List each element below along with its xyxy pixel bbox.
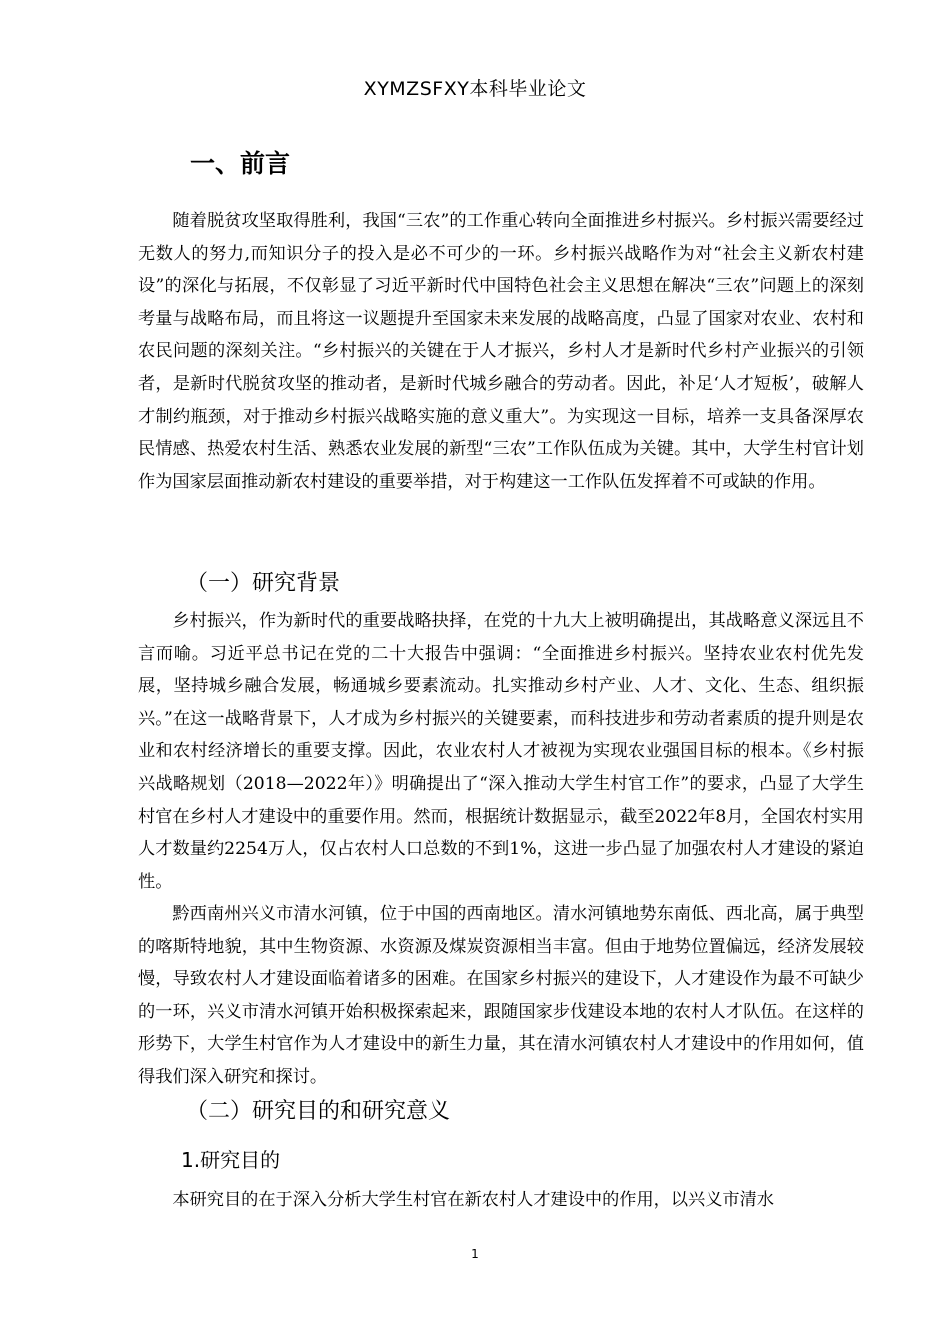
page-header-title: XYMZSFXY本科毕业论文 <box>363 78 587 100</box>
background-paragraph-2: 黔西南州兴义市清水河镇，位于中国的西南地区。清水河镇地势东南低、西北高，属于典型的喀斯特地貌，其中生物资源、水资源及煤炭资源相当丰富。但由于地势位置偏远，经济发展较慢，导致农村人才建设面临着诸多的困难。在国家乡村振兴的建设下，人才建设作为最不可缺少的一环，兴义市清水河镇开始积极探索起来，跟随国家步伐建设本地的农村人才队伍。在这样的形势下，大学生村官作为人才建设中的新生力量，其在清水河镇农村人才建设中的作用如何，值得我们深入研究和探讨。 <box>138 904 864 1087</box>
purpose-paragraph: 本研究目的在于深入分析大学生村官在新农村人才建设中的作用，以兴义市清水 <box>172 1190 774 1210</box>
background-paragraph-1: 乡村振兴，作为新时代的重要战略抉择，在党的十九大上被明确提出，其战略意义深远且不言而喻。习近平总书记在党的二十大报告中强调：“全面推进乡村振兴。坚持农业农村优先发展，坚持城乡融合发展，畅通城乡要素流动。扎实推动乡村产业、人才、文化、生态、组织振兴。”在这一战略背景下，人才成为乡村振兴的关键要素，而科技进步和劳动者素质的提升则是农业和农村经济增长的重要支撑。因此，农业农村人才被视为实现农业强国目标的根本。《乡村振兴战略规划（2018—2022年）》明确提出了“深入推动大学生村官工作”的要求，凸显了大学生村官在乡村人才建设中的重要作用。然而，根据统计数据显示，截至2022年8月，全国农村实用人才数量约2254万人，仅占农村人口总数的不到1%，这进一步凸显了加强农村人才建设的紧迫性。 <box>138 611 864 892</box>
section-heading-purpose-significance: （二）研究目的和研究意义 <box>186 1099 451 1124</box>
section-heading-preface: 一、前言 <box>190 149 291 178</box>
section-heading-research-background: （一）研究背景 <box>186 571 341 596</box>
subsection-heading-research-purpose: 1.研究目的 <box>181 1148 281 1172</box>
page-number: 1 <box>471 1247 479 1261</box>
preface-paragraph: 随着脱贫攻坚取得胜利，我国“三农”的工作重心转向全面推进乡村振兴。乡村振兴需要经过无数人的努力,而知识分子的投入是必不可少的一环。乡村振兴战略作为对“社会主义新农村建设”的深化与拓展，不仅彰显了习近平新时代中国特色社会主义思想在解决“三农”问题上的深刻考量与战略布局，而且将这一议题提升至国家未来发展的战略高度，凸显了国家对农业、农村和农民问题的深刻关注。“乡村振兴的关键在于人才振兴，乡村人才是新时代乡村产业振兴的引领者，是新时代脱贫攻坚的推动者，是新时代城乡融合的劳动者。因此，补足‘人才短板’，破解人才制约瓶颈，对于推动乡村振兴战略实施的意义重大”。为实现这一目标，培养一支具备深厚农民情感、热爱农村生活、熟悉农业发展的新型“三农”工作队伍成为关键。其中，大学生村官计划作为国家层面推动新农村建设的重要举措，对于构建这一工作队伍发挥着不可或缺的作用。 <box>138 211 864 492</box>
